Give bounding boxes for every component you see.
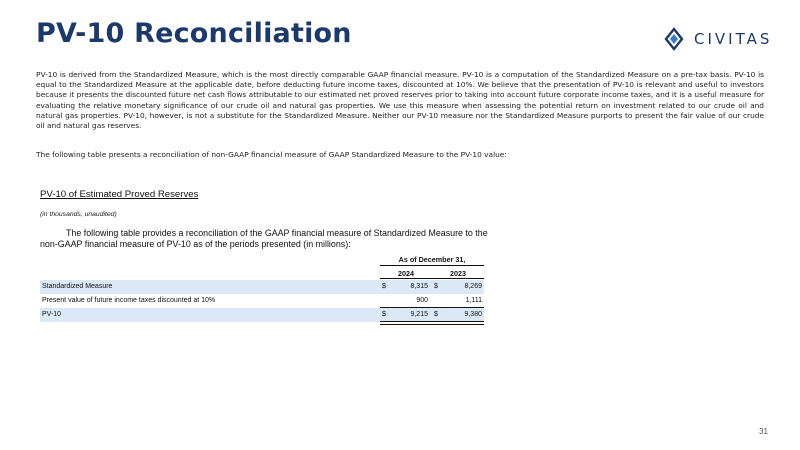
civitas-logo-icon bbox=[662, 27, 686, 51]
table-row-pv10 bbox=[40, 308, 484, 322]
page-number: 31 bbox=[759, 427, 768, 436]
year-header-2023: 2023 bbox=[432, 269, 484, 279]
value-2023: 8,269 bbox=[464, 283, 482, 290]
row-label: Present value of future income taxes discounted at 10% bbox=[42, 297, 216, 304]
value-2023: 9,380 bbox=[464, 311, 482, 318]
row-label: Standardized Measure bbox=[42, 283, 113, 290]
table-row-standardized-measure bbox=[40, 280, 484, 294]
year-header-2024: 2024 bbox=[380, 269, 432, 279]
reconciliation-table bbox=[40, 252, 484, 322]
total-rule bbox=[432, 321, 484, 322]
currency-symbol: $ bbox=[382, 283, 386, 290]
value-2024: 9,215 bbox=[410, 311, 428, 318]
total-double-rule bbox=[432, 324, 484, 325]
total-double-rule bbox=[380, 324, 432, 325]
units-note: (in thousands, unaudited) bbox=[40, 211, 117, 218]
row-label: PV-10 bbox=[42, 311, 62, 318]
page-title: PV-10 Reconciliation bbox=[36, 18, 352, 49]
company-logo bbox=[662, 24, 772, 54]
value-2024: 8,315 bbox=[410, 283, 428, 290]
table-header-row bbox=[40, 252, 484, 266]
currency-symbol: $ bbox=[434, 311, 438, 318]
intro-paragraph-2: The following table presents a reconciliation of non-GAAP financial measure of GAAP Standardized Measure to the PV-10 value: bbox=[36, 150, 507, 159]
period-header: As of December 31, bbox=[380, 255, 484, 266]
year-header-row bbox=[40, 266, 484, 280]
value-2023: 1,111 bbox=[465, 297, 482, 304]
currency-symbol: $ bbox=[382, 311, 386, 318]
table-intro-text: The following table provides a reconciliation of the GAAP financial measure of Standardized Measure to the non-GAAP financial measure of PV-10 as of the periods presented (in millions): bbox=[40, 228, 488, 250]
table-row-income-taxes bbox=[40, 294, 484, 308]
logo-text: CIVITAS bbox=[694, 30, 773, 48]
total-rule bbox=[380, 321, 432, 322]
intro-paragraph: PV-10 is derived from the Standardized Measure, which is the most directly comparable GAAP financial measure. PV-10 is a computation of the Standardized Measure on a pre-tax basis. PV-10 is equal to the Standardized Measure at the applicable date, before deducting future income taxes, discounted at 10%. We believe that the presentation of PV-10 is relevant and useful to investors because it presents the discounted future net cash flows attributable to our estimated net proved reserves prior to taking into account future corporate income taxes, and it is a useful measure for evaluating the relative monetary significance of our crude oil and natural gas properties. We use this measure when assessing the potential return on investment related to our crude oil and natural gas properties. PV-10, however, is not a substitute for the Standardized Measure. Neither our PV-10 measure nor the Standardized Measure purports to present the fair value of our crude oil and natural gas reserves. bbox=[36, 70, 764, 131]
table-section-title: PV-10 of Estimated Proved Reserves bbox=[40, 189, 199, 200]
currency-symbol: $ bbox=[434, 283, 438, 290]
value-2024: 900 bbox=[416, 297, 428, 304]
